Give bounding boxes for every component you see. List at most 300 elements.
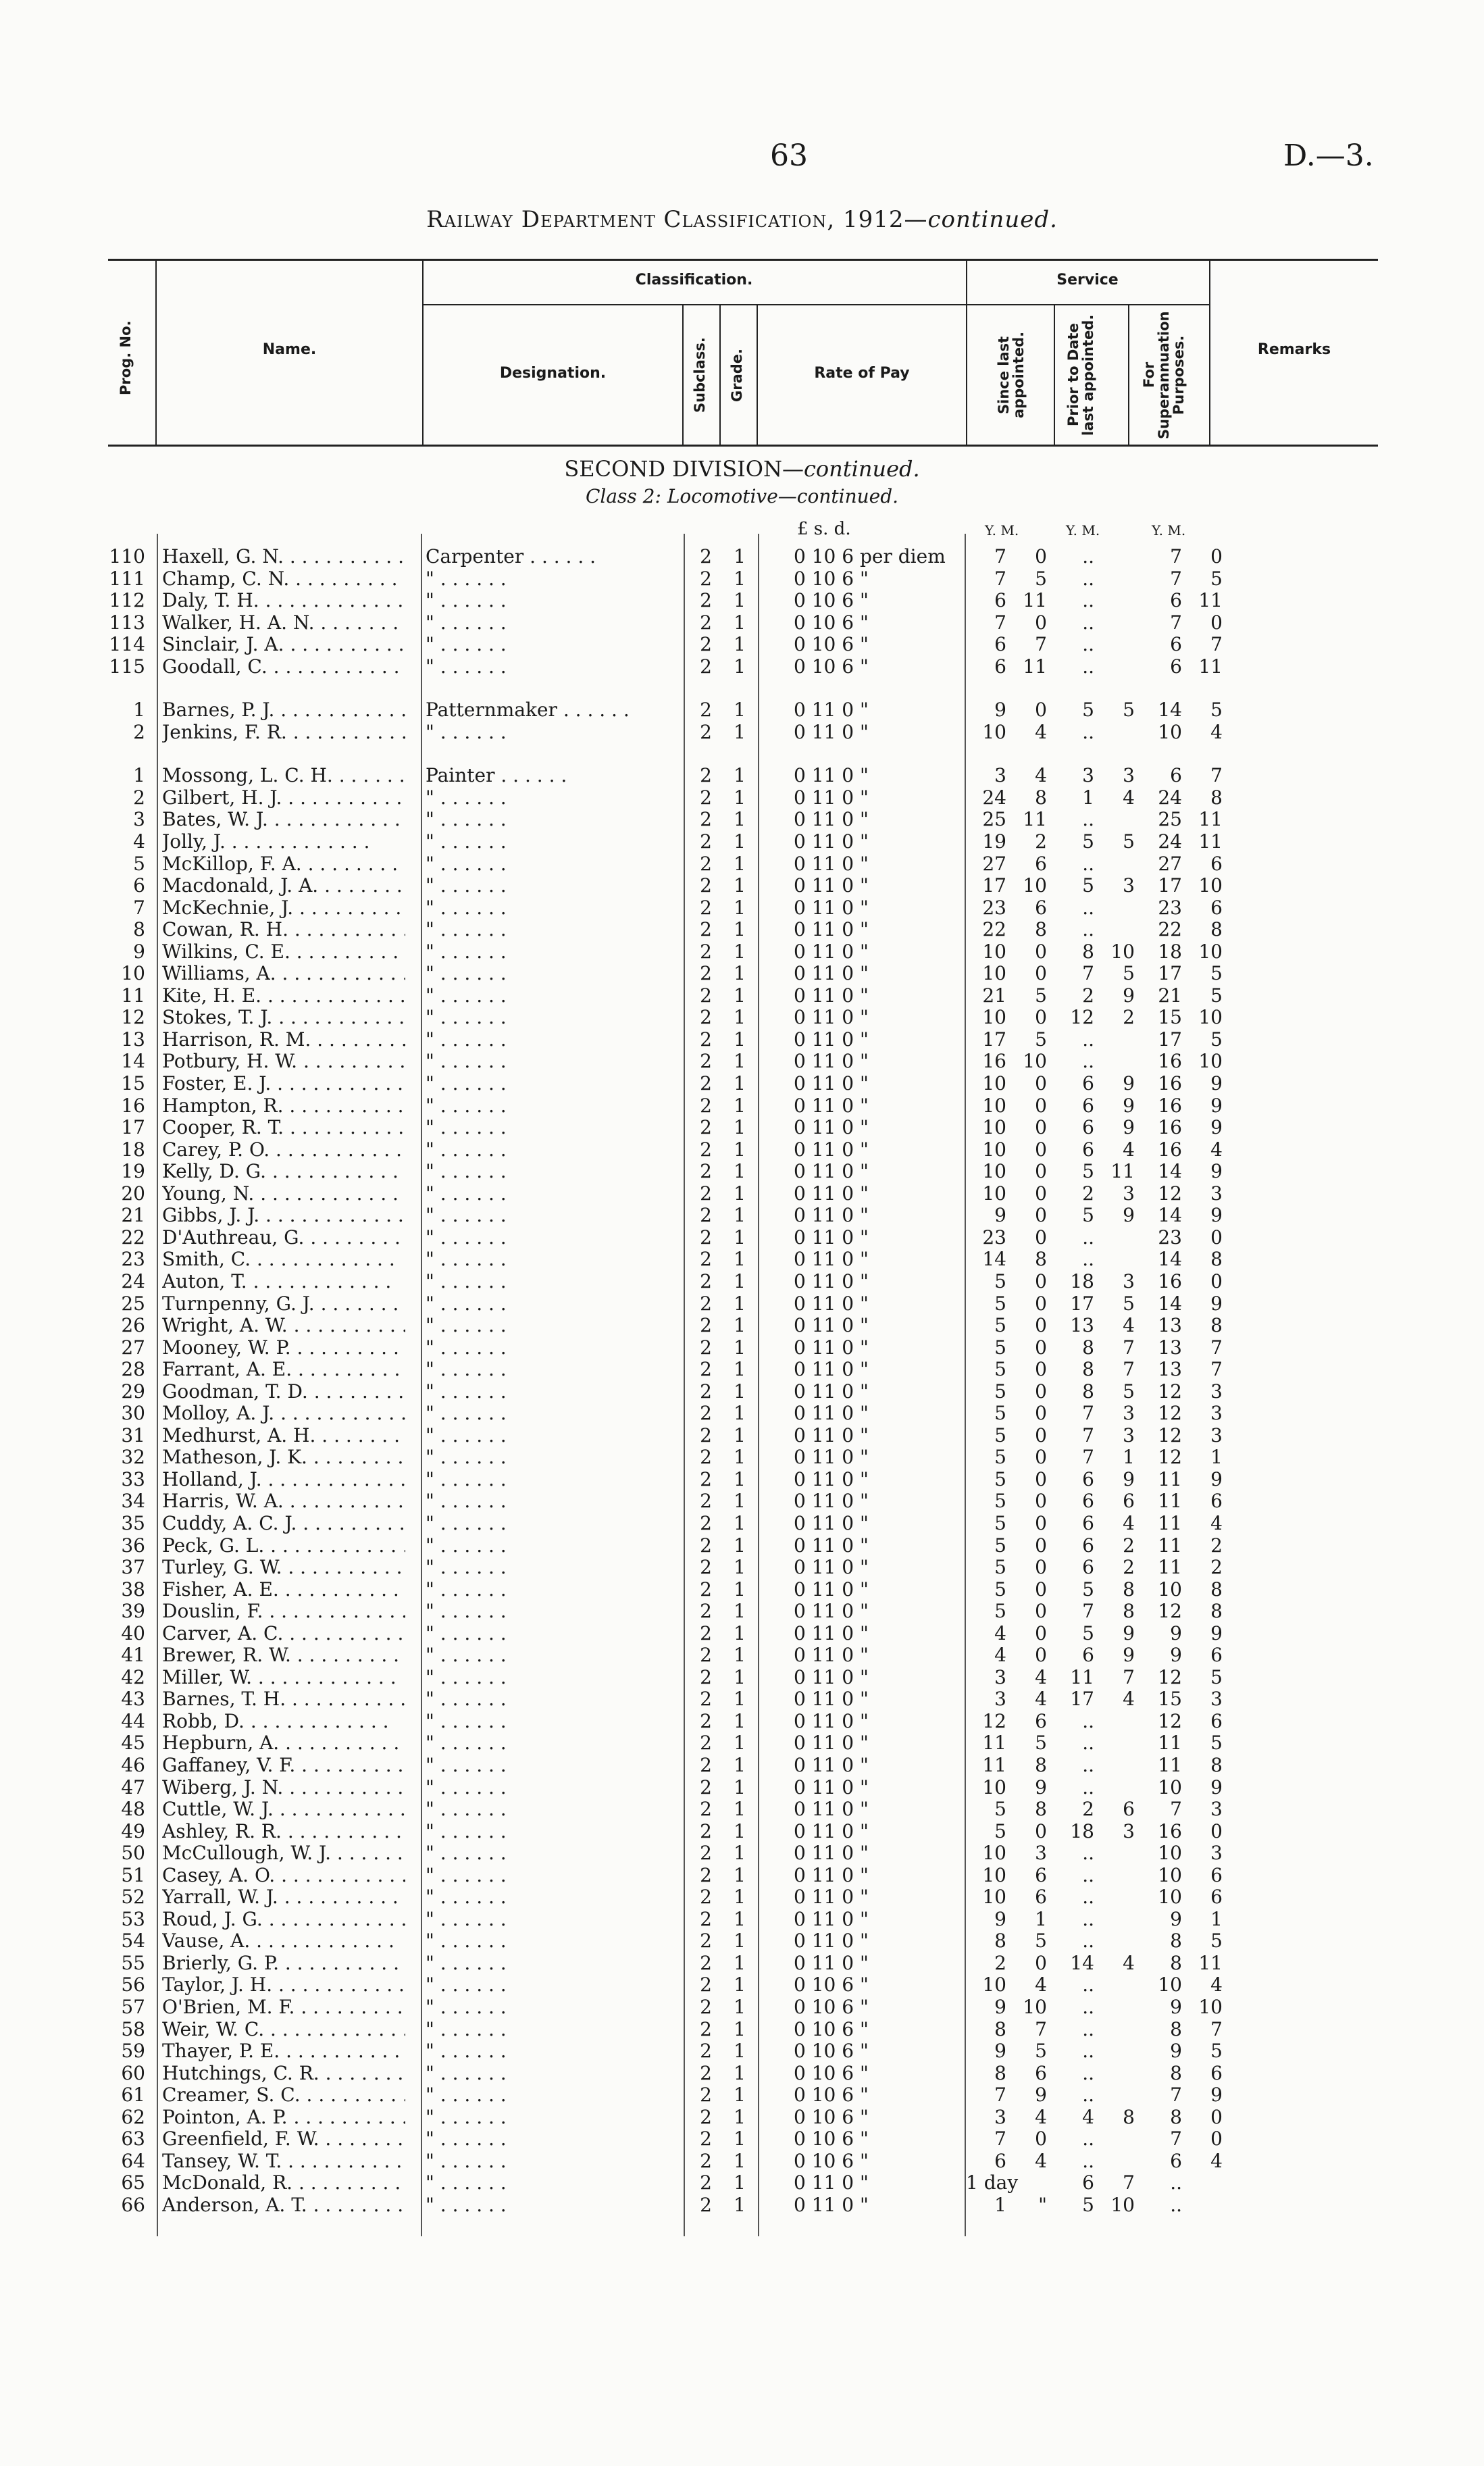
designation-cell: " . . [426, 1403, 682, 1425]
rate-cell: 0 11 0 " [794, 984, 869, 1007]
super-months-cell: 1 [1210, 1907, 1223, 1930]
prog-no-cell: 4 [133, 830, 145, 853]
grade-cell: 1 [734, 1753, 746, 1776]
rate-cell: 0 11 0 " [794, 1556, 869, 1579]
subclass-cell: 2 [700, 1863, 712, 1886]
since-months-cell: 0 [1035, 1424, 1047, 1446]
prior-months-cell: 5 [1123, 1380, 1135, 1403]
name-cell: McDonald, R. . . [162, 2172, 405, 2194]
since-months-cell: 9 [1035, 2084, 1047, 2107]
name-cell: Weir, W. C. . . [162, 2019, 405, 2041]
rate-cell: 0 11 0 " [794, 874, 869, 897]
super-years-cell: 10 [1158, 1863, 1182, 1886]
super-years-cell: 7 [1170, 611, 1182, 634]
name-cell: O'Brien, M. F. . . [162, 1996, 405, 2019]
prog-no-cell: 29 [121, 1380, 145, 1403]
rate-cell: 0 11 0 " [794, 1204, 869, 1227]
super-years-cell: 10 [1158, 720, 1182, 743]
prior-years-cell: .. [1082, 2017, 1094, 2040]
subclass-cell: 2 [700, 655, 712, 678]
subclass-cell: 2 [700, 2105, 712, 2128]
super-months-cell: 5 [1210, 567, 1223, 590]
rate-units: £ s. d. [797, 519, 851, 539]
grade-cell: 1 [734, 1182, 746, 1205]
grade-cell: 1 [734, 1226, 746, 1249]
super-months-cell: 0 [1210, 2128, 1223, 2150]
since-months-cell: 0 [1035, 1600, 1047, 1623]
prior-years-cell: .. [1082, 655, 1094, 678]
name-cell: Potbury, H. W. . . [162, 1051, 405, 1073]
since-years-cell: 11 [982, 1732, 1006, 1755]
grade-cell: 1 [734, 1072, 746, 1095]
super-months-cell: 5 [1210, 1665, 1223, 1688]
division-title [0, 456, 1484, 482]
since-years-cell: 12 [982, 1709, 1006, 1732]
subclass-cell: 2 [700, 808, 712, 831]
designation-cell: " . . [426, 1293, 682, 1315]
subclass-cell: 2 [700, 1050, 712, 1073]
prog-no-cell: 63 [121, 2128, 145, 2150]
super-years-cell: 13 [1158, 1336, 1182, 1359]
rate-cell: 0 11 0 " [794, 720, 869, 743]
prog-no-cell: 1 [133, 764, 145, 787]
prior-months-cell: 4 [1123, 1511, 1135, 1534]
prog-no-cell: 36 [121, 1534, 145, 1557]
designation-cell: Patternmaker . . [426, 699, 682, 722]
prior-months-cell: 5 [1123, 699, 1135, 722]
prior-months-cell: 10 [1110, 2193, 1135, 2216]
rate-cell: 0 11 0 " [794, 1578, 869, 1601]
super-months-cell: 0 [1210, 1819, 1223, 1842]
prog-no-cell: 39 [121, 1600, 145, 1623]
prior-years-cell: 6 [1082, 1116, 1094, 1139]
rate-cell: 0 11 0 " [794, 1094, 869, 1117]
super-months-cell: 11 [1198, 1951, 1223, 1974]
table-row [0, 765, 1484, 787]
since-units: Y. M. [985, 522, 1019, 538]
super-months-cell: 10 [1198, 1006, 1223, 1029]
prog-no-cell: 23 [121, 1248, 145, 1271]
grade-cell: 1 [734, 786, 746, 809]
designation-cell: " . . [426, 1711, 682, 1733]
super-years-cell: 11 [1158, 1732, 1182, 1755]
since-months-cell: 4 [1035, 1973, 1047, 1996]
grade-cell: 1 [734, 1886, 746, 1909]
since-years-cell: 16 [982, 1050, 1006, 1073]
super-years-cell: 8 [1170, 2061, 1182, 2084]
prior-years-cell: 4 [1082, 2105, 1094, 2128]
table-row [0, 1425, 1484, 1447]
since-months-cell: 0 [1035, 1160, 1047, 1183]
grade-cell: 1 [734, 940, 746, 963]
prog-no-cell: 58 [121, 2017, 145, 2040]
subclass-cell: 2 [700, 1688, 712, 1711]
grade-cell: 1 [734, 1006, 746, 1029]
prior-years-cell: 5 [1082, 1578, 1094, 1601]
prior-years-cell: 6 [1082, 2171, 1094, 2194]
since-months-cell: 5 [1035, 984, 1047, 1007]
since-years-cell: 5 [994, 1314, 1006, 1337]
prior-years-cell: .. [1082, 2084, 1094, 2107]
prior-years-cell: 6 [1082, 1467, 1094, 1490]
name-cell: Medhurst, A. H. . . [162, 1425, 405, 1447]
prior-years-cell: .. [1082, 1907, 1094, 1930]
grade-cell: 1 [734, 720, 746, 743]
prior-years-cell: .. [1082, 2040, 1094, 2063]
prog-no-cell: 55 [121, 1951, 145, 1974]
header-prior-to-date: Prior to Date last appointed. [1065, 314, 1097, 436]
super-years-cell: 22 [1158, 918, 1182, 941]
super-months-cell: 8 [1210, 1578, 1223, 1601]
rate-cell: 0 11 0 " [794, 764, 869, 787]
rate-cell: 0 11 0 " [794, 1511, 869, 1534]
rate-cell: 0 11 0 " [794, 1688, 869, 1711]
grade-cell: 1 [734, 1204, 746, 1227]
since-months-cell: 7 [1035, 2017, 1047, 2040]
since-years-cell: 5 [994, 1600, 1006, 1623]
super-years-cell: 16 [1158, 1116, 1182, 1139]
prior-years-cell: 13 [1070, 1314, 1094, 1337]
since-years-cell: 1 [994, 2193, 1006, 2216]
since-months-cell: 0 [1035, 962, 1047, 985]
super-years-cell: 9 [1170, 1996, 1182, 2018]
since-years-cell: 8 [994, 1930, 1006, 1953]
table-row [0, 875, 1484, 897]
grade-cell: 1 [734, 1798, 746, 1821]
subclass-cell: 2 [700, 1973, 712, 1996]
super-years-cell: 15 [1158, 1688, 1182, 1711]
prior-years-cell: 8 [1082, 940, 1094, 963]
prog-no-cell: 112 [109, 589, 145, 612]
grade-cell: 1 [734, 1424, 746, 1446]
since-years-cell: 3 [994, 2105, 1006, 2128]
super-months-cell: 5 [1210, 2040, 1223, 2063]
grade-cell: 1 [734, 1138, 746, 1161]
since-years-cell: 9 [994, 699, 1006, 722]
since-years-cell: 4 [994, 1644, 1006, 1667]
designation-cell: " . . [426, 1051, 682, 1073]
rate-cell: 0 11 0 " [794, 2171, 869, 2194]
grade-cell: 1 [734, 1951, 746, 1974]
super-years-cell: 6 [1170, 589, 1182, 612]
name-cell: Harrison, R. M. . . [162, 1029, 405, 1051]
prior-months-cell: 8 [1123, 2105, 1135, 2128]
designation-cell: " . . [426, 2172, 682, 2194]
header-subclass: Subclass. [692, 337, 708, 413]
super-years-cell: 16 [1158, 1269, 1182, 1292]
super-months-cell: 0 [1210, 545, 1223, 568]
since-months-cell: 0 [1035, 1446, 1047, 1469]
name-cell: Mooney, W. P. . . [162, 1337, 405, 1359]
table-row [0, 1183, 1484, 1205]
designation-cell: " . . [426, 2019, 682, 2041]
super-months-cell: 4 [1210, 1138, 1223, 1161]
table-row [0, 2150, 1484, 2173]
super-years-cell: 14 [1158, 699, 1182, 722]
name-cell: Cuddy, A. C. J. . . [162, 1513, 405, 1535]
since-years-cell: 10 [982, 1863, 1006, 1886]
prog-no-cell: 52 [121, 1886, 145, 1909]
super-years-cell: 13 [1158, 1358, 1182, 1381]
prog-no-cell: 25 [121, 1292, 145, 1315]
rate-cell: 0 11 0 " [794, 1380, 869, 1403]
prior-years-cell: 6 [1082, 1094, 1094, 1117]
super-months-cell: 9 [1210, 2084, 1223, 2107]
subclass-cell: 2 [700, 567, 712, 590]
since-years-cell: 5 [994, 1578, 1006, 1601]
prog-no-cell: 13 [121, 1028, 145, 1051]
super-months-cell: 8 [1210, 1248, 1223, 1271]
prior-years-cell: .. [1082, 1248, 1094, 1271]
prog-no-cell: 61 [121, 2084, 145, 2107]
grade-cell: 1 [734, 1358, 746, 1381]
prior-years-cell: .. [1082, 1050, 1094, 1073]
grade-cell: 1 [734, 1050, 746, 1073]
designation-cell: " . . [426, 1007, 682, 1029]
since-years-cell: 3 [994, 764, 1006, 787]
name-cell: Wright, A. W. . . [162, 1315, 405, 1337]
prog-no-cell: 64 [121, 2149, 145, 2172]
rate-cell: 0 11 0 " [794, 1248, 869, 1271]
prior-years-cell: 5 [1082, 874, 1094, 897]
name-cell: Champ, C. N. . . [162, 568, 405, 590]
super-years-cell: 24 [1158, 830, 1182, 853]
prior-months-cell: 3 [1123, 1269, 1135, 1292]
table-row [0, 1205, 1484, 1227]
designation-cell: " . . [426, 634, 682, 656]
subclass-cell: 2 [700, 1160, 712, 1183]
header-name: Name. [262, 341, 317, 358]
subclass-cell: 2 [700, 1930, 712, 1953]
prior-months-cell: 9 [1123, 1644, 1135, 1667]
prog-no-cell: 59 [121, 2040, 145, 2063]
subclass-cell: 2 [700, 1358, 712, 1381]
name-cell: Brierly, G. P. . . [162, 1953, 405, 1975]
super-years-cell: 8 [1170, 2105, 1182, 2128]
super-years-cell: 6 [1170, 2149, 1182, 2172]
grade-cell: 1 [734, 611, 746, 634]
table-row [0, 787, 1484, 809]
table-row [0, 656, 1484, 678]
rate-cell: 0 10 6 " [794, 2084, 869, 2107]
subclass-cell: 2 [700, 1886, 712, 1909]
name-cell: Williams, A. . . [162, 963, 405, 985]
table-row [0, 1513, 1484, 1535]
header-superannuation: For Superannuation Purposes. [1141, 311, 1187, 439]
super-years-cell: 12 [1158, 1182, 1182, 1205]
prog-no-cell: 21 [121, 1204, 145, 1227]
table-row [0, 1667, 1484, 1689]
designation-cell: " . . [426, 875, 682, 897]
since-months-cell: 5 [1035, 1930, 1047, 1953]
rate-cell: 0 11 0 " [794, 1226, 869, 1249]
grade-cell: 1 [734, 1402, 746, 1425]
rate-cell: 0 11 0 " [794, 1358, 869, 1381]
name-cell: Jolly, J. . . [162, 831, 405, 853]
super-months-cell: 0 [1210, 2105, 1223, 2128]
name-cell: Casey, A. O. . . [162, 1865, 405, 1887]
table-row [0, 1359, 1484, 1381]
table-row [0, 1557, 1484, 1579]
grade-cell: 1 [734, 1709, 746, 1732]
since-months-cell: 0 [1035, 1578, 1047, 1601]
prog-no-cell: 15 [121, 1072, 145, 1095]
prior-months-cell: 7 [1123, 2171, 1135, 2194]
since-months-cell: 6 [1035, 896, 1047, 919]
subclass-cell: 2 [700, 786, 712, 809]
prog-no-cell: 45 [121, 1732, 145, 1755]
prog-no-cell: 113 [109, 611, 145, 634]
prog-no-cell: 49 [121, 1819, 145, 1842]
subclass-cell: 2 [700, 1819, 712, 1842]
subclass-cell: 2 [700, 984, 712, 1007]
table-row [0, 1755, 1484, 1777]
designation-cell: " . . [426, 1644, 682, 1667]
rate-cell: 0 11 0 " [794, 786, 869, 809]
since-years-cell: 3 [994, 1665, 1006, 1688]
super-years-cell: 12 [1158, 1709, 1182, 1732]
subclass-cell: 2 [700, 1116, 712, 1139]
rate-cell: 0 11 0 " [794, 918, 869, 941]
grade-cell: 1 [734, 2193, 746, 2216]
designation-cell: " . . [426, 1974, 682, 1996]
since-months-cell: 0 [1035, 1644, 1047, 1667]
prior-years-cell: 5 [1082, 2193, 1094, 2216]
designation-cell: " . . [426, 831, 682, 853]
prog-no-cell: 30 [121, 1402, 145, 1425]
since-years-cell: 2 [994, 1951, 1006, 1974]
super-years-cell: 9 [1170, 1621, 1182, 1644]
designation-cell: " . . [426, 1249, 682, 1271]
since-years-cell: 5 [994, 1380, 1006, 1403]
classification-underline [422, 304, 966, 305]
prog-no-cell: 28 [121, 1358, 145, 1381]
grade-cell: 1 [734, 1665, 746, 1688]
designation-cell: " . . [426, 1601, 682, 1623]
grade-cell: 1 [734, 1819, 746, 1842]
prog-no-cell: 111 [109, 567, 145, 590]
table-row [0, 2084, 1484, 2107]
prog-no-cell: 114 [109, 633, 145, 656]
since-months-cell: 0 [1035, 1819, 1047, 1842]
prog-no-cell: 20 [121, 1182, 145, 1205]
rate-cell: 0 10 6 " [794, 2128, 869, 2150]
grade-cell: 1 [734, 1446, 746, 1469]
name-cell: Ashley, R. R. . . [162, 1821, 405, 1843]
super-years-cell: 23 [1158, 1226, 1182, 1249]
super-years-cell: 12 [1158, 1600, 1182, 1623]
subclass-cell: 2 [700, 633, 712, 656]
rate-cell: 0 11 0 " [794, 830, 869, 853]
grade-cell: 1 [734, 1644, 746, 1667]
prog-no-cell: 53 [121, 1907, 145, 1930]
super-months-cell: 6 [1210, 1709, 1223, 1732]
super-years-cell: 8 [1170, 1951, 1182, 1974]
name-cell: Mossong, L. C. H. . . [162, 765, 405, 787]
subclass-cell: 2 [700, 1951, 712, 1974]
name-cell: D'Authreau, G. . . [162, 1227, 405, 1249]
grade-cell: 1 [734, 2084, 746, 2107]
prog-no-cell: 40 [121, 1621, 145, 1644]
subclass-cell: 2 [700, 1380, 712, 1403]
prog-no-cell: 50 [121, 1842, 145, 1865]
grade-cell: 1 [734, 2040, 746, 2063]
since-years-cell: 5 [994, 1292, 1006, 1315]
name-cell: Gilbert, H. J. . . [162, 787, 405, 809]
rate-cell: 0 11 0 " [794, 1446, 869, 1469]
rate-cell: 0 11 0 " [794, 1842, 869, 1865]
since-years-cell: 25 [982, 808, 1006, 831]
prog-no-cell: 24 [121, 1269, 145, 1292]
super-years-cell: 16 [1158, 1050, 1182, 1073]
grade-cell: 1 [734, 699, 746, 722]
subclass-cell: 2 [700, 830, 712, 853]
name-cell: Hampton, R. . . [162, 1095, 405, 1117]
super-months-cell: 8 [1210, 918, 1223, 941]
grade-cell: 1 [734, 918, 746, 941]
prog-no-cell: 37 [121, 1556, 145, 1579]
table-row [0, 1117, 1484, 1139]
rate-cell: 0 10 6 per diem [794, 545, 946, 568]
table-row [0, 1095, 1484, 1117]
prog-no-cell: 19 [121, 1160, 145, 1183]
designation-cell: " . . [426, 1425, 682, 1447]
rate-cell: 0 11 0 " [794, 1644, 869, 1667]
rate-cell: 0 11 0 " [794, 1424, 869, 1446]
prior-years-cell: 6 [1082, 1490, 1094, 1513]
designation-cell: " . . [426, 2194, 682, 2217]
designation-cell: " . . [426, 1777, 682, 1799]
subclass-cell: 2 [700, 1094, 712, 1117]
grade-cell: 1 [734, 1863, 746, 1886]
prog-no-cell: 32 [121, 1446, 145, 1469]
since-years-cell: 6 [994, 633, 1006, 656]
rate-cell: 0 10 6 " [794, 2040, 869, 2063]
page-title [0, 206, 1484, 233]
designation-cell: " . . [426, 1271, 682, 1293]
grade-cell: 1 [734, 1160, 746, 1183]
prior-months-cell: 7 [1123, 1358, 1135, 1381]
since-months-cell: 4 [1035, 1688, 1047, 1711]
prog-no-cell: 38 [121, 1578, 145, 1601]
super-years-cell: 11 [1158, 1467, 1182, 1490]
super-years-cell: 12 [1158, 1665, 1182, 1688]
rate-cell: 0 10 6 " [794, 655, 869, 678]
since-months-cell: 0 [1035, 1292, 1047, 1315]
title-main: Railway Department Classification, 1912— [426, 206, 928, 233]
super-months-cell: 6 [1210, 2061, 1223, 2084]
table-row [0, 722, 1484, 744]
grade-cell: 1 [734, 2128, 746, 2150]
designation-cell: " . . [426, 1073, 682, 1095]
prog-no-cell: 11 [121, 984, 145, 1007]
table-row [0, 590, 1484, 612]
subclass-cell: 2 [700, 874, 712, 897]
prior-months-cell: 9 [1123, 1621, 1135, 1644]
since-years-cell: 1 day [966, 2171, 1019, 2194]
super-years-cell: 25 [1158, 808, 1182, 831]
designation-cell: " . . [426, 590, 682, 612]
super-years-cell: 10 [1158, 1973, 1182, 1996]
name-cell: Kite, H. E. . . [162, 985, 405, 1007]
table-row [0, 1930, 1484, 1953]
table-row [0, 1446, 1484, 1469]
super-years-cell: 16 [1158, 1072, 1182, 1095]
super-years-cell: 21 [1158, 984, 1182, 1007]
table-row [0, 1007, 1484, 1029]
name-cell: Greenfield, F. W. . . [162, 2128, 405, 2150]
table-row [0, 2019, 1484, 2041]
